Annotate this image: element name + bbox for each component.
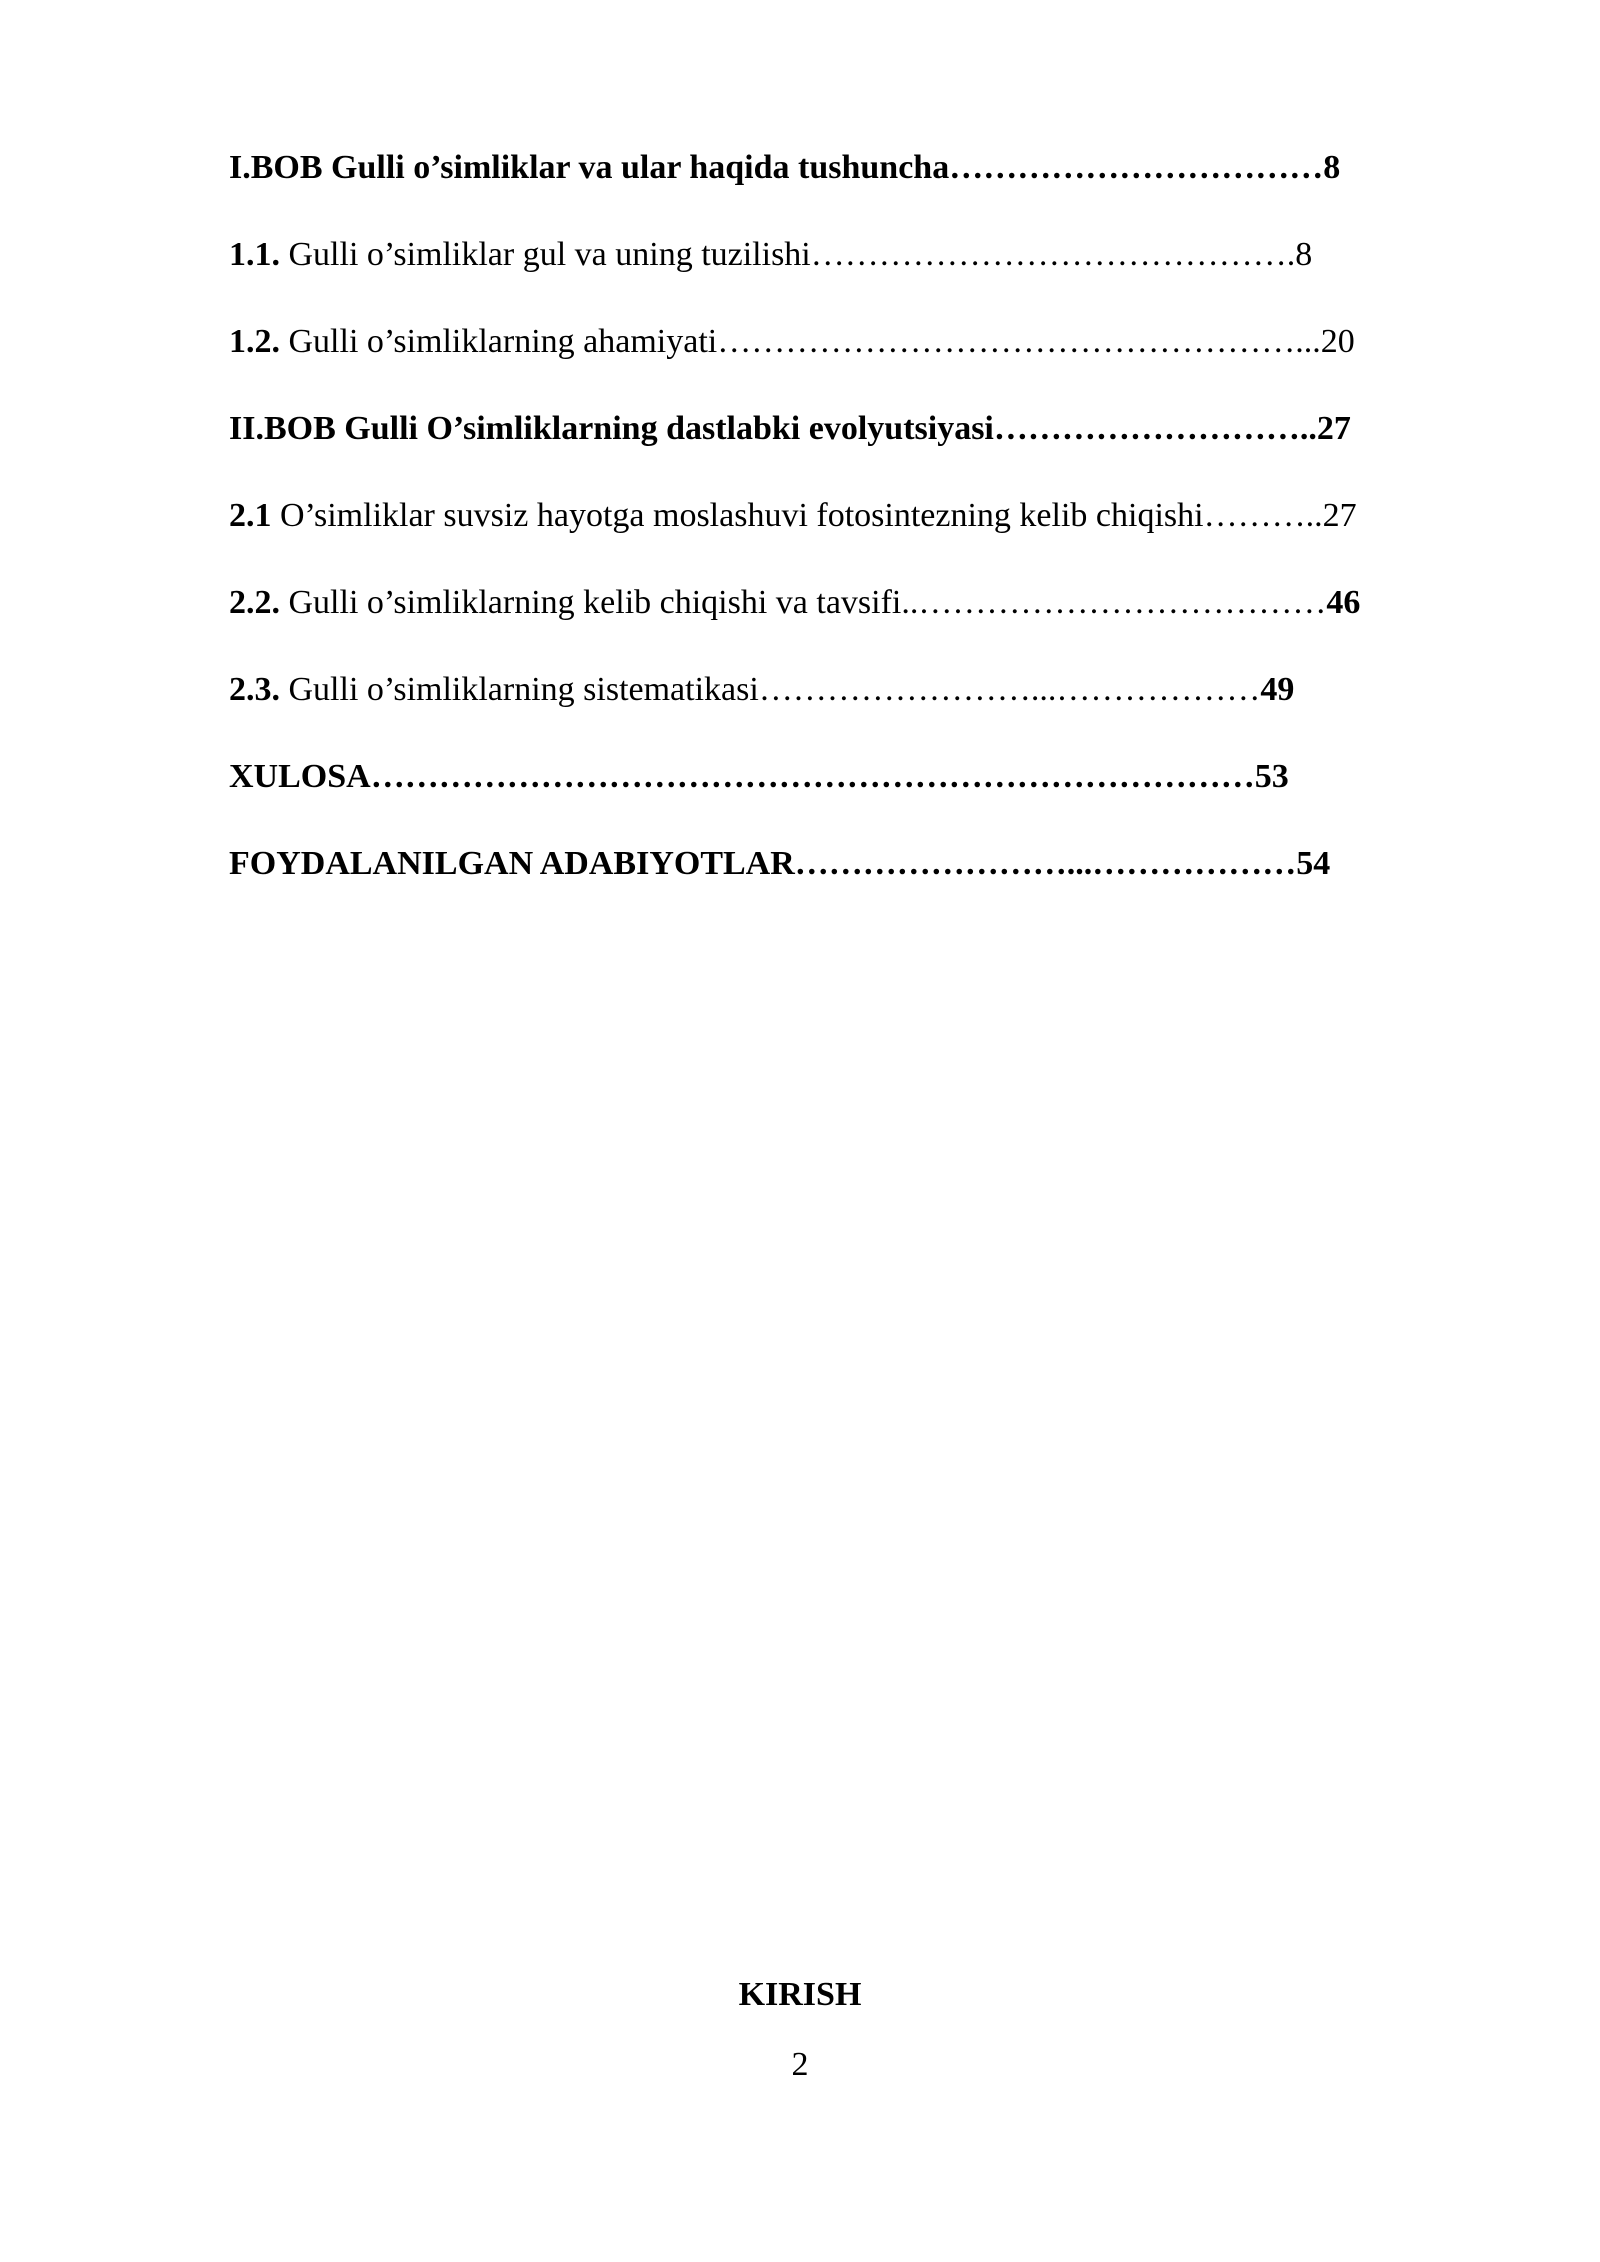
toc-entry-1-1[interactable] (229, 235, 1529, 275)
toc-entry-chapter-1[interactable] (229, 148, 1529, 188)
toc-entry-page: 46 (1326, 584, 1361, 621)
toc-entry-leader: ……………………...……………… (758, 671, 1261, 708)
page-number: 2 (791, 2046, 809, 2083)
toc-entry-1-2[interactable] (229, 322, 1529, 362)
toc-entry-number: 2.2. (229, 584, 280, 621)
toc-entry-2-1[interactable] (229, 496, 1529, 536)
table-of-contents (229, 148, 1529, 931)
toc-entry-leader: ……………………………………………... (717, 323, 1321, 360)
toc-entry-label: FOYDALANILGAN ADABIYOTLAR (229, 845, 795, 882)
toc-entry-leader: ……….. (1203, 497, 1323, 534)
toc-entry-title: Gulli o’simliklarning sistematikasi (280, 671, 759, 708)
toc-entry-leader: ……………………….. (993, 410, 1317, 447)
toc-entry-label: I.BOB Gulli o’simliklar va ular haqida tushuncha (229, 149, 950, 186)
toc-entry-page: 53 (1254, 758, 1289, 795)
toc-entry-number: 1.2. (229, 323, 280, 360)
toc-entry-leader: ……………………...……………… (794, 845, 1297, 882)
toc-entry-label: XULOSA (229, 758, 371, 795)
toc-entry-label: II.BOB Gulli O’simliklarning dastlabki evolyutsiyasi (229, 410, 994, 447)
toc-entry-leader: ……………………………………. (810, 236, 1296, 273)
toc-entry-page: 20 (1320, 323, 1355, 360)
toc-entry-number: 2.1 (229, 497, 272, 534)
toc-entry-leader: …………………………… (949, 149, 1324, 186)
toc-entry-title: Gulli o’simliklar gul va uning tuzilishi (280, 236, 811, 273)
toc-entry-xulosa[interactable] (229, 757, 1529, 797)
toc-entry-number: 1.1. (229, 236, 280, 273)
toc-entry-2-2[interactable] (229, 583, 1529, 623)
toc-entry-page: 8 (1323, 149, 1341, 186)
toc-entry-title: Gulli o’simliklarning kelib chiqishi va tavsifi.. (280, 584, 919, 621)
toc-entry-page: 8 (1295, 236, 1313, 273)
toc-entry-number: 2.3. (229, 671, 280, 708)
toc-entry-chapter-2[interactable] (229, 409, 1529, 449)
toc-entry-page: 27 (1322, 497, 1357, 534)
toc-entry-page: 54 (1296, 845, 1331, 882)
toc-entry-leader: …………………………………………………………………… (370, 758, 1255, 795)
toc-entry-references[interactable] (229, 844, 1529, 884)
toc-entry-page: 27 (1316, 410, 1351, 447)
section-heading: KIRISH (738, 1976, 862, 2013)
toc-entry-page: 49 (1260, 671, 1295, 708)
toc-entry-leader: ……………………………… (918, 584, 1327, 621)
toc-entry-2-3[interactable] (229, 670, 1529, 710)
toc-entry-title: O’simliklar suvsiz hayotga moslashuvi fotosintezning kelib chiqishi (271, 497, 1204, 534)
toc-entry-title: Gulli o’simliklarning ahamiyati (280, 323, 718, 360)
